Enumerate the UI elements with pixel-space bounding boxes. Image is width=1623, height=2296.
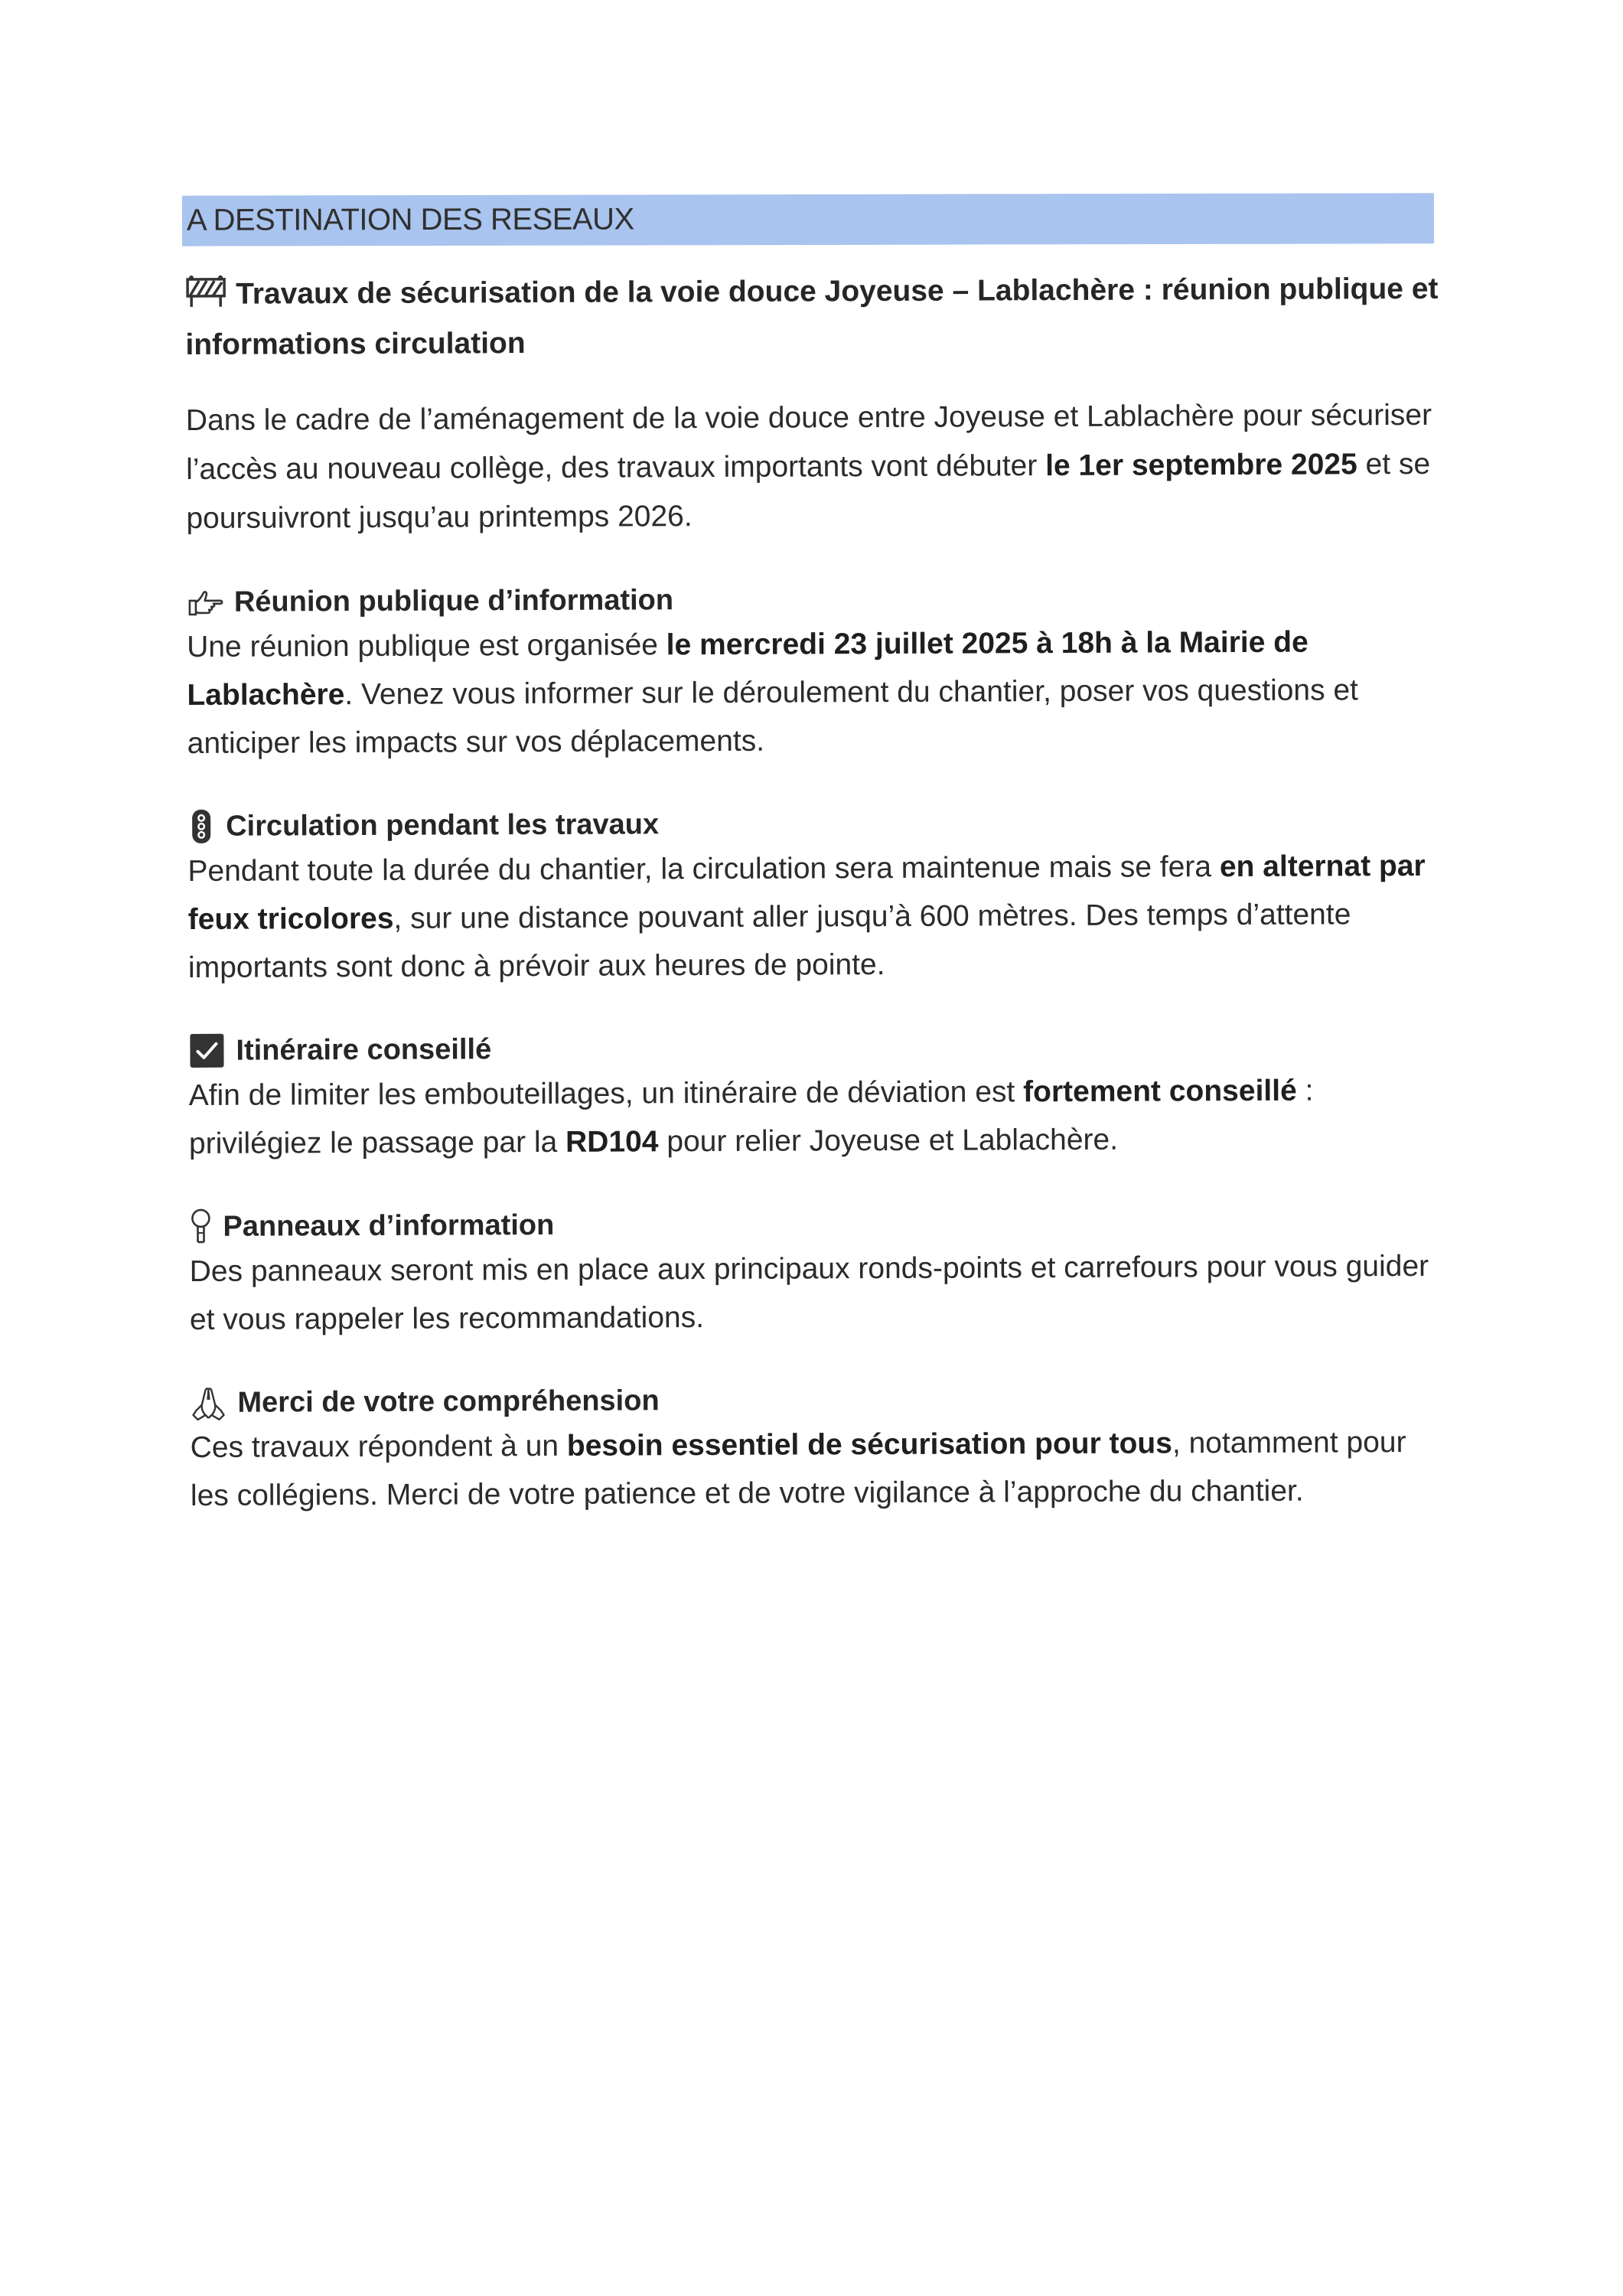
text-run: Des panneaux seront mis en place aux principaux ronds-points et carrefours pour vous guider et vous rappeler les recommandations.: [189, 1249, 1429, 1336]
text-run: Ces travaux répondent à un: [190, 1429, 567, 1464]
pointing-hand-icon: [187, 584, 223, 621]
article-title: [185, 264, 1441, 370]
section-title-text: Merci de votre compréhension: [237, 1384, 660, 1419]
section-public-meeting: [187, 576, 1442, 768]
section-banner: [182, 193, 1434, 246]
section-title-text: Itinéraire conseillé: [236, 1033, 492, 1067]
section-thanks: [190, 1377, 1445, 1520]
section-traffic: [187, 801, 1443, 992]
text-run: , sur une distance pouvant aller jusqu’à 600 mètres. Des temps d’attente importants sont donc à prévoir aux heures de pointe.: [187, 898, 1351, 984]
praying-hands-icon: [190, 1384, 227, 1421]
signpost-icon: [189, 1208, 212, 1245]
text-run: pour relier Joyeuse et Lablachère.: [658, 1123, 1119, 1159]
road-name: RD104: [565, 1125, 659, 1159]
start-date: le 1er septembre 2025: [1045, 448, 1357, 483]
section-text: [190, 1242, 1445, 1344]
section-text: [187, 842, 1443, 992]
text-run: Afin de limiter les embouteillages, un itinéraire de déviation est: [188, 1075, 1024, 1112]
intro-paragraph: [186, 391, 1442, 543]
section-title: [187, 576, 1442, 623]
text-run: Pendant toute la durée du chantier, la circulation sera maintenue mais se fera: [187, 850, 1220, 888]
section-title: [187, 801, 1442, 847]
traffic-light-icon: [187, 808, 215, 845]
recommendation: fortement conseillé: [1023, 1074, 1297, 1109]
section-title-text: Réunion publique d’information: [233, 584, 674, 618]
construction-barrier-icon: [185, 273, 227, 310]
section-title: [190, 1377, 1445, 1424]
article-body: [185, 264, 1445, 1520]
text-run: . Venez vous informer sur le déroulement du chantier, poser vos questions et anticiper les impacts sur vos déplacements.: [187, 673, 1359, 760]
text-run: : privilégiez le passage par la: [188, 1074, 1314, 1160]
intro-text-2: et se poursuivront jusqu’au printemps 2026.: [186, 447, 1431, 535]
text-run: , notamment pour les collégiens. Merci de votre patience et de votre vigilance à l’approche du chantier.: [190, 1426, 1406, 1512]
key-need: besoin essentiel de sécurisation pour tous: [566, 1427, 1172, 1463]
text-run: Une réunion publique est organisée: [187, 628, 666, 664]
banner-label: A DESTINATION DES RESEAUX: [186, 202, 634, 237]
section-text: [189, 1066, 1445, 1168]
section-title-text: Panneaux d’information: [223, 1208, 555, 1243]
section-text: [187, 618, 1442, 768]
meeting-date: le mercredi 23 juillet 2025 à 18h à la Mairie de Lablachère: [187, 625, 1309, 712]
section-title: [188, 1025, 1443, 1071]
check-box-icon: [188, 1032, 225, 1069]
section-text: [191, 1418, 1446, 1520]
traffic-mode: en alternat par feux tricolores: [187, 849, 1426, 936]
section-title: [189, 1201, 1444, 1247]
article-title-text: Travaux de sécurisation de la voie douce Joyeuse – Lablachère : réunion publique et informations circulation: [185, 272, 1439, 361]
section-route: [188, 1025, 1444, 1168]
intro-text-1: Dans le cadre de l’aménagement de la voie douce entre Joyeuse et Lablachère pour sécuriser l’accès au nouveau collège, des travaux importants vont débuter: [185, 398, 1432, 486]
section-signs: [189, 1201, 1445, 1344]
section-title-text: Circulation pendant les travaux: [226, 808, 660, 843]
